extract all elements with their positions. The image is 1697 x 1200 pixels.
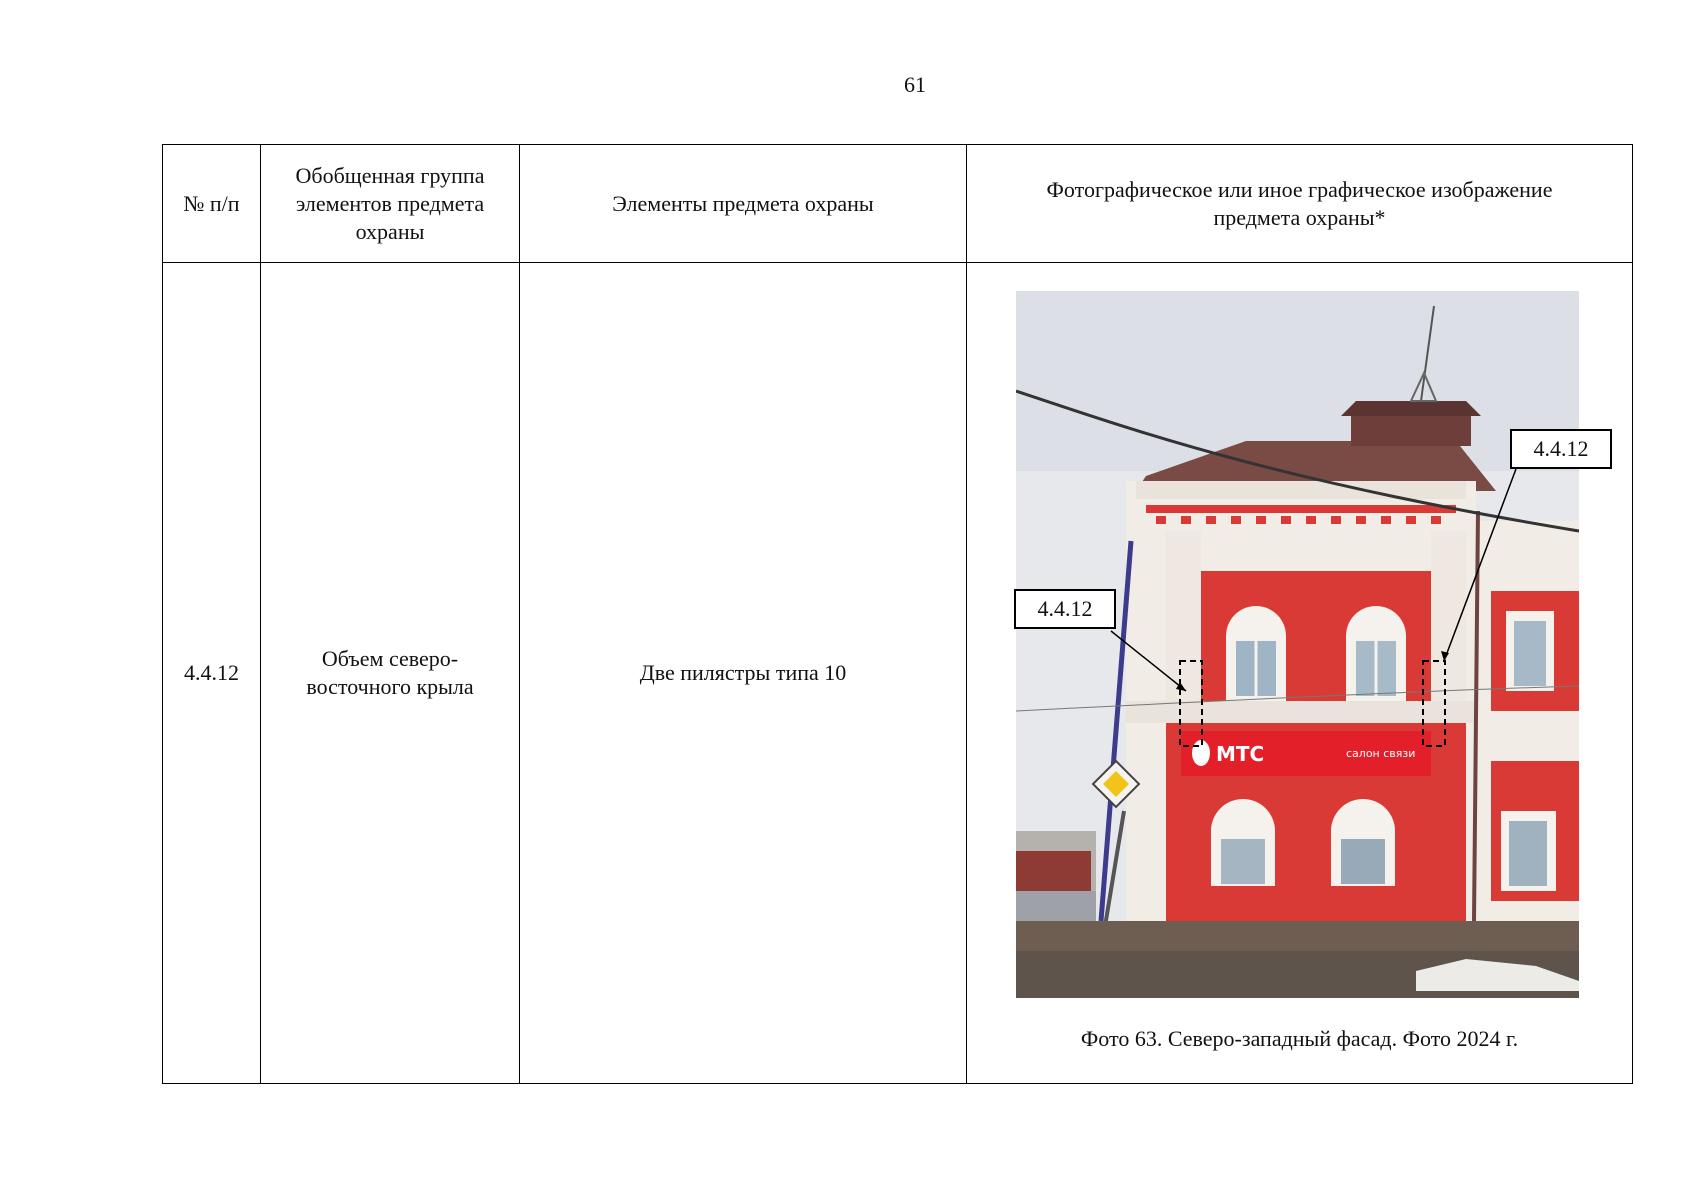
table-header-row	[163, 145, 1633, 263]
header-num: № п/п	[163, 145, 261, 263]
cell-group: Объем северо-восточного крыла	[261, 263, 520, 1084]
page-number: 61	[904, 72, 926, 97]
header-elements: Элементы предмета охраны	[520, 145, 967, 263]
sign-salon: салон связи	[1346, 747, 1416, 760]
cell-image	[967, 263, 1633, 1084]
facade-photo-image	[1016, 291, 1579, 998]
callout-label-left: 4.4.12	[1014, 589, 1116, 629]
facade-photo	[1016, 291, 1579, 998]
protection-table	[162, 144, 1633, 1084]
sign-mts: МТС	[1216, 742, 1265, 766]
table-row	[163, 263, 1633, 1084]
header-image: Фотографическое или иное графическое изображение предмета охраны*	[967, 145, 1633, 263]
cell-num: 4.4.12	[163, 263, 261, 1084]
photo-caption: Фото 63. Северо-западный фасад. Фото 2024 г.	[1080, 1026, 1519, 1051]
callout-label-right: 4.4.12	[1510, 429, 1612, 469]
header-group: Обобщенная группа элементов предмета охраны	[261, 145, 520, 263]
cell-elements: Две пилястры типа 10	[520, 263, 967, 1084]
